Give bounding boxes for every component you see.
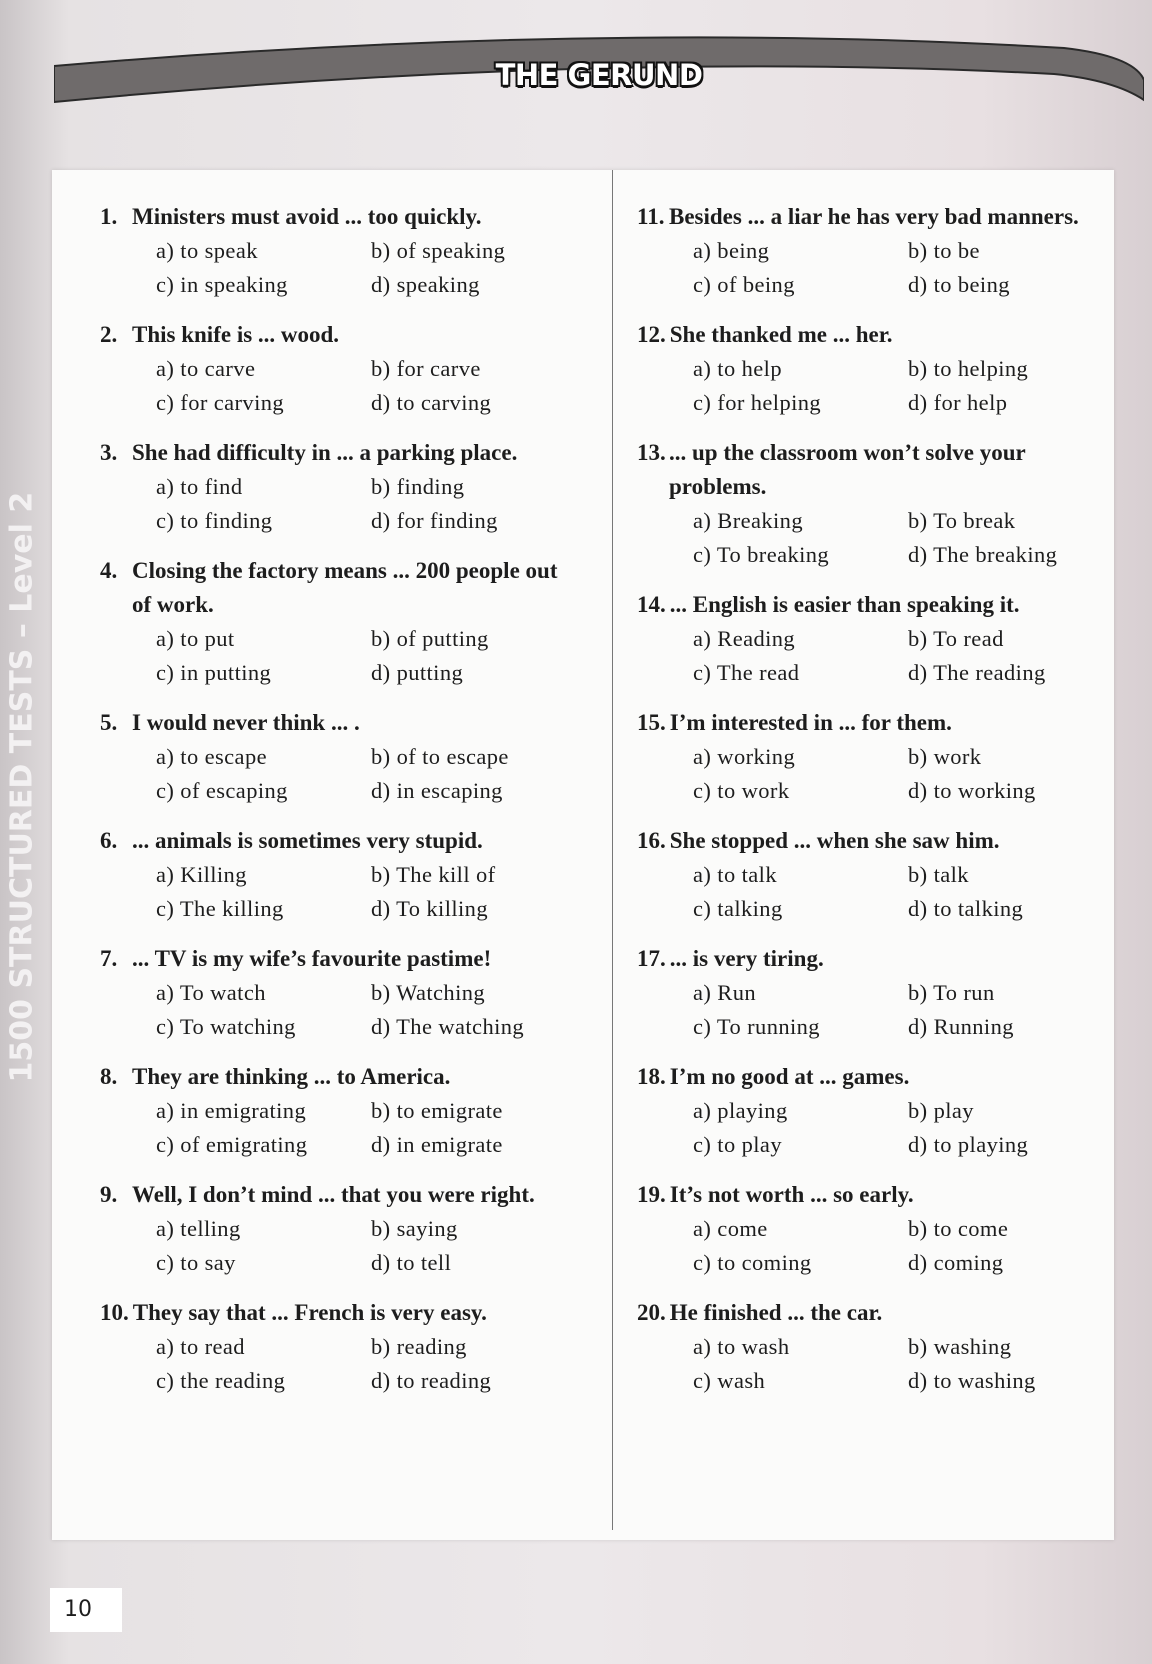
answer-options — [156, 858, 570, 926]
question-stem — [100, 436, 570, 470]
answer-option: b) reading — [371, 1334, 467, 1359]
answer-option: a) telling — [156, 1216, 241, 1241]
question-text: I’m interested in ... for them. — [669, 710, 952, 735]
answer-option: a) to wash — [693, 1334, 790, 1359]
answer-options — [156, 352, 570, 420]
answer-option: c) of emigrating — [156, 1132, 308, 1157]
book-series-label: 1500 STRUCTURED TESTS – Level 2 — [4, 491, 40, 1083]
question-number: 18. — [637, 1064, 666, 1089]
answer-option: a) to escape — [156, 744, 267, 769]
question-stem — [637, 588, 1107, 622]
answer-options — [156, 1094, 570, 1162]
question-text: She stopped ... when she saw him. — [669, 828, 1000, 853]
question-item — [100, 824, 570, 926]
question-stem — [100, 554, 570, 622]
answer-option: d) coming — [908, 1250, 1004, 1275]
answer-option: d) for help — [908, 390, 1008, 415]
question-stem — [637, 706, 1107, 740]
right-column — [637, 200, 1107, 1414]
answer-option: d) to being — [908, 272, 1010, 297]
answer-option: c) to coming — [693, 1250, 812, 1275]
answer-option: b) for carve — [371, 356, 481, 381]
answer-options — [156, 740, 570, 808]
answer-option: b) talk — [908, 862, 969, 887]
answer-option: a) Run — [693, 980, 757, 1005]
answer-option: d) The reading — [908, 660, 1046, 685]
answer-option: d) To killing — [371, 896, 488, 921]
question-item — [100, 318, 570, 420]
question-item — [100, 706, 570, 808]
question-item — [637, 824, 1107, 926]
answer-options — [693, 1212, 1107, 1280]
answer-options — [693, 352, 1107, 420]
answer-options — [693, 1330, 1107, 1398]
question-item — [637, 436, 1107, 572]
question-stem — [100, 318, 570, 352]
answer-options — [693, 976, 1107, 1044]
answer-option: b) saying — [371, 1216, 458, 1241]
answer-option: d) to washing — [908, 1368, 1036, 1393]
question-item — [637, 318, 1107, 420]
question-number: 17. — [637, 946, 666, 971]
question-stem — [100, 1060, 570, 1094]
question-text: They say that ... French is very easy. — [132, 1300, 487, 1325]
answer-option: a) to find — [156, 474, 243, 499]
question-text: ... animals is sometimes very stupid. — [132, 828, 483, 853]
answer-options — [156, 470, 570, 538]
question-item — [637, 200, 1107, 302]
question-number: 6. — [100, 828, 118, 853]
answer-option: c) of being — [693, 272, 795, 297]
answer-option: a) to help — [693, 356, 782, 381]
question-number: 16. — [637, 828, 666, 853]
question-item — [100, 200, 570, 302]
question-item — [100, 1178, 570, 1280]
question-item — [637, 1178, 1107, 1280]
answer-options — [156, 1212, 570, 1280]
question-number: 12. — [637, 322, 666, 347]
question-text: I would never think ... . — [132, 710, 360, 735]
question-number: 20. — [637, 1300, 666, 1325]
answer-option: d) to working — [908, 778, 1036, 803]
question-stem — [637, 436, 1107, 504]
answer-options — [693, 234, 1107, 302]
left-column — [100, 200, 570, 1414]
answer-option: c) to work — [693, 778, 790, 803]
answer-option: b) To read — [908, 626, 1004, 651]
answer-option: c) to say — [156, 1250, 236, 1275]
answer-option: d) speaking — [371, 272, 480, 297]
answer-option: b) work — [908, 744, 982, 769]
answer-option: b) The kill of — [371, 862, 496, 887]
answer-option: b) Watching — [371, 980, 486, 1005]
answer-option: a) working — [693, 744, 796, 769]
question-number: 4. — [100, 558, 118, 583]
question-text: She thanked me ... her. — [669, 322, 893, 347]
answer-option: b) To run — [908, 980, 995, 1005]
question-stem — [637, 1296, 1107, 1330]
question-number: 11. — [637, 204, 665, 229]
question-number: 8. — [100, 1064, 118, 1089]
answer-option: d) in escaping — [371, 778, 503, 803]
question-stem — [637, 1178, 1107, 1212]
answer-option: a) in emigrating — [156, 1098, 307, 1123]
exercise-card — [52, 170, 1114, 1540]
answer-option: d) to reading — [371, 1368, 492, 1393]
answer-option: d) for finding — [371, 508, 498, 533]
answer-option: a) Reading — [693, 626, 796, 651]
question-stem — [637, 318, 1107, 352]
answer-option: a) playing — [693, 1098, 788, 1123]
answer-option: c) To running — [693, 1014, 820, 1039]
question-number: 9. — [100, 1182, 118, 1207]
answer-option: a) to read — [156, 1334, 245, 1359]
question-stem — [100, 824, 570, 858]
answer-option: b) washing — [908, 1334, 1012, 1359]
answer-option: c) in speaking — [156, 272, 288, 297]
answer-option: c) To watching — [156, 1014, 296, 1039]
question-number: 5. — [100, 710, 118, 735]
answer-options — [693, 622, 1107, 690]
question-text: This knife is ... wood. — [132, 322, 340, 347]
answer-option: a) Killing — [156, 862, 247, 887]
question-item — [100, 436, 570, 538]
question-text: ... is very tiring. — [669, 946, 824, 971]
answer-option: c) in putting — [156, 660, 272, 685]
answer-option: c) for helping — [693, 390, 822, 415]
answer-options — [156, 234, 570, 302]
question-item — [100, 942, 570, 1044]
question-text: It’s not worth ... so early. — [669, 1182, 914, 1207]
answer-option: d) to playing — [908, 1132, 1029, 1157]
answer-option: c) the reading — [156, 1368, 286, 1393]
question-item — [100, 1060, 570, 1162]
question-item — [637, 706, 1107, 808]
answer-options — [693, 858, 1107, 926]
answer-option: d) Running — [908, 1014, 1014, 1039]
question-text: She had difficulty in ... a parking place. — [132, 440, 518, 465]
answer-option: d) to tell — [371, 1250, 452, 1275]
question-number: 10. — [100, 1300, 129, 1325]
question-number: 14. — [637, 592, 666, 617]
answer-option: b) to come — [908, 1216, 1009, 1241]
answer-option: b) to helping — [908, 356, 1029, 381]
question-stem — [637, 942, 1107, 976]
answer-option: d) in emigrate — [371, 1132, 503, 1157]
answer-option: a) To watch — [156, 980, 266, 1005]
question-text: ... up the classroom won’t solve your problems. — [669, 440, 1026, 499]
page-number: 10 — [50, 1588, 122, 1632]
question-item — [637, 942, 1107, 1044]
answer-option: c) of escaping — [156, 778, 288, 803]
answer-option: c) To breaking — [693, 542, 830, 567]
question-item — [637, 1060, 1107, 1162]
answer-option: d) The breaking — [908, 542, 1058, 567]
answer-option: c) The killing — [156, 896, 284, 921]
question-text: They are thinking ... to America. — [132, 1064, 451, 1089]
question-text: Closing the factory means ... 200 people out of work. — [132, 558, 558, 617]
answer-option: a) being — [693, 238, 770, 263]
answer-option: c) for carving — [156, 390, 285, 415]
answer-option: a) to carve — [156, 356, 256, 381]
answer-option: a) Breaking — [693, 508, 803, 533]
question-text: He finished ... the car. — [669, 1300, 883, 1325]
question-text: I’m no good at ... games. — [669, 1064, 910, 1089]
answer-options — [693, 1094, 1107, 1162]
answer-options — [156, 1330, 570, 1398]
question-item — [100, 1296, 570, 1398]
answer-option: b) To break — [908, 508, 1016, 533]
question-number: 15. — [637, 710, 666, 735]
question-text: Well, I don’t mind ... that you were right. — [132, 1182, 535, 1207]
question-stem — [100, 942, 570, 976]
question-stem — [100, 1178, 570, 1212]
question-stem — [637, 824, 1107, 858]
answer-option: b) to be — [908, 238, 980, 263]
question-text: Ministers must avoid ... too quickly. — [132, 204, 482, 229]
answer-option: b) play — [908, 1098, 974, 1123]
question-item — [637, 588, 1107, 690]
question-text: ... TV is my wife’s favourite pastime! — [132, 946, 492, 971]
answer-option: a) to put — [156, 626, 235, 651]
answer-option: b) to emigrate — [371, 1098, 503, 1123]
chapter-banner — [54, 30, 1144, 108]
answer-option: a) to speak — [156, 238, 258, 263]
answer-options — [693, 740, 1107, 808]
question-item — [100, 554, 570, 690]
answer-options — [156, 622, 570, 690]
answer-option: b) of to escape — [371, 744, 509, 769]
answer-option: a) come — [693, 1216, 768, 1241]
answer-options — [156, 976, 570, 1044]
answer-option: c) to finding — [156, 508, 273, 533]
question-number: 1. — [100, 204, 118, 229]
answer-option: c) wash — [693, 1368, 766, 1393]
question-text: Besides ... a liar he has very bad manners. — [669, 204, 1079, 229]
answer-option: d) The watching — [371, 1014, 525, 1039]
question-stem — [100, 1296, 570, 1330]
answer-option: a) to talk — [693, 862, 777, 887]
answer-option: c) to play — [693, 1132, 782, 1157]
question-text: ... English is easier than speaking it. — [669, 592, 1020, 617]
answer-option: d) putting — [371, 660, 464, 685]
question-item — [637, 1296, 1107, 1398]
chapter-title: THE GERUND — [495, 58, 703, 92]
answer-options — [693, 504, 1107, 572]
answer-option: b) finding — [371, 474, 465, 499]
question-stem — [100, 200, 570, 234]
answer-option: b) of speaking — [371, 238, 506, 263]
answer-option: d) to carving — [371, 390, 492, 415]
answer-option: c) talking — [693, 896, 783, 921]
answer-option: c) The read — [693, 660, 800, 685]
question-stem — [100, 706, 570, 740]
question-number: 3. — [100, 440, 118, 465]
column-divider — [612, 170, 613, 1530]
question-number: 7. — [100, 946, 118, 971]
answer-option: d) to talking — [908, 896, 1024, 921]
question-number: 19. — [637, 1182, 666, 1207]
question-stem — [637, 200, 1107, 234]
answer-option: b) of putting — [371, 626, 489, 651]
question-number: 13. — [637, 440, 666, 465]
question-number: 2. — [100, 322, 118, 347]
question-stem — [637, 1060, 1107, 1094]
